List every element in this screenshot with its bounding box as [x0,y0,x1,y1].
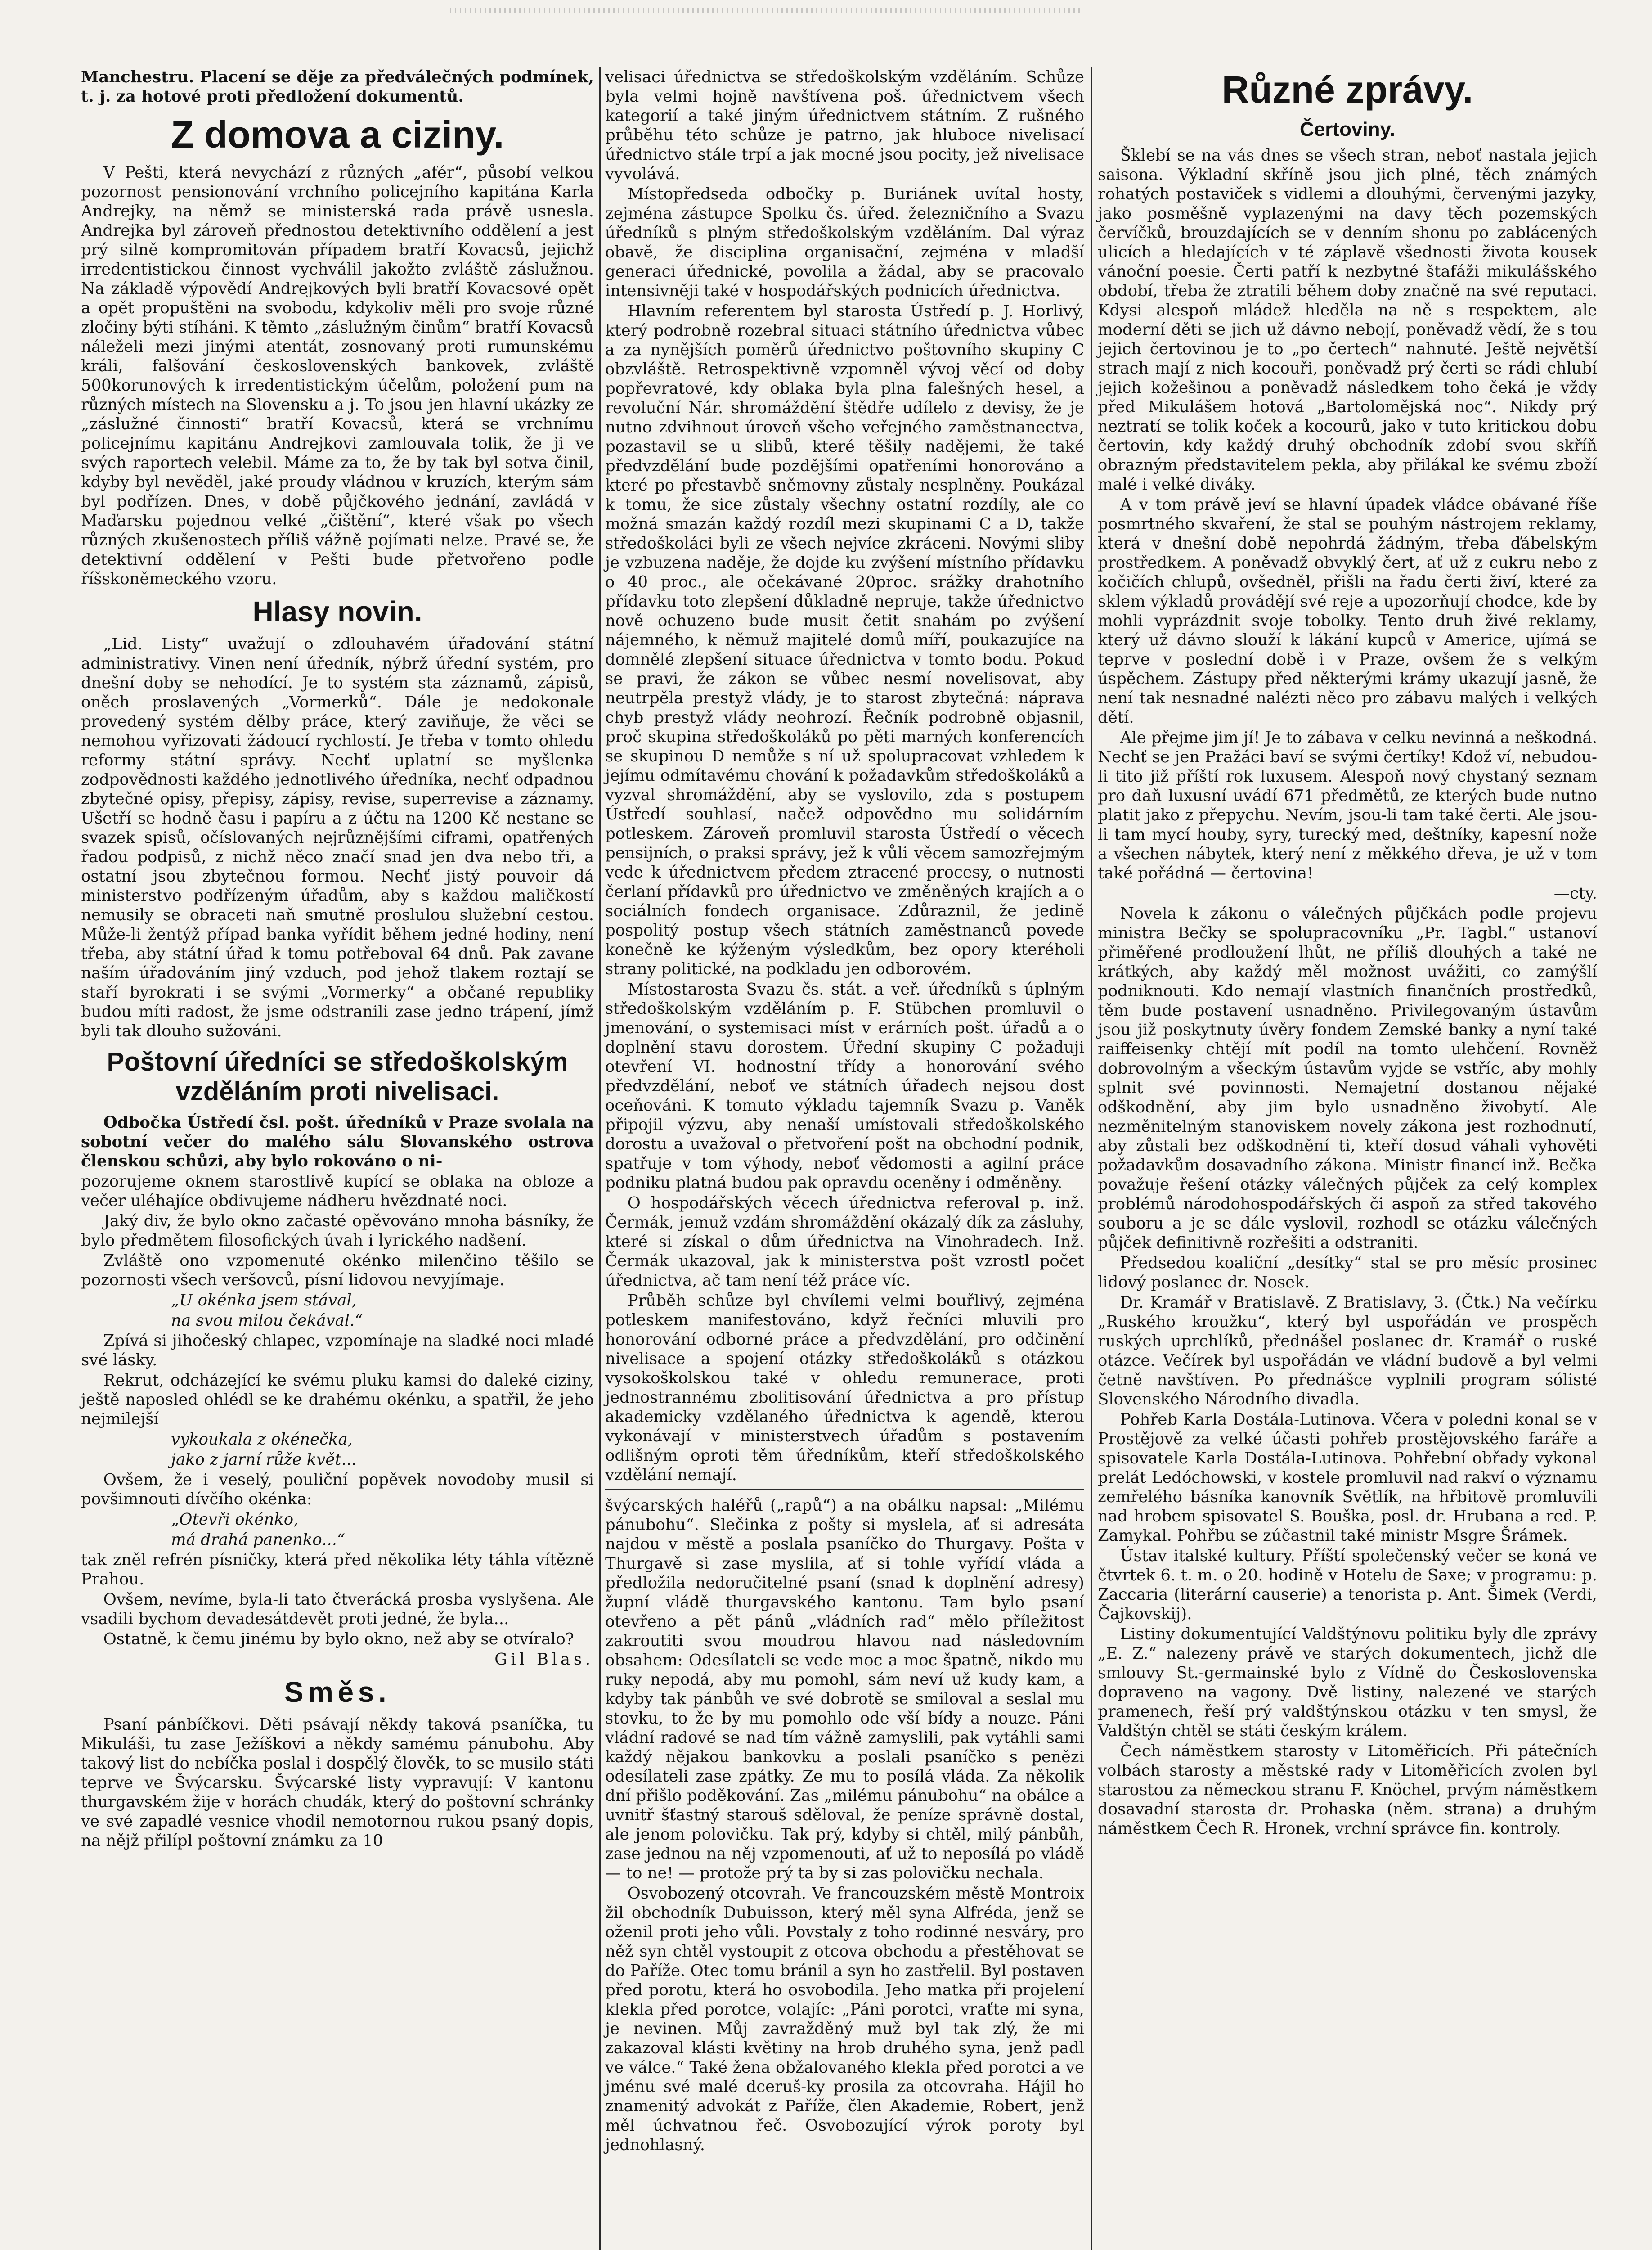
poem-line: má drahá panenko...“ [171,1530,346,1549]
feuilleton-paragraph-4: Zpívá si jihočeský chlapec, vzpomínaje na sladké noci mladé své lásky. [81,1332,594,1369]
article-otcovrah: Osvobozený otcovrah. Ve francouzském městě Montroix žil obchodník Dubuisson, který měl syna Alfréda, jenž se oženil proti jeho vůli. Povstaly z toho rodinné nesváry, pro něž syn chtěl vystoupit z otcova obchodu a přestěhovat se do Paříže. Otec tomu bránil a syn ho zastřelil. Byl postaven před porotu, která ho osvobodila. Jeho matka při projelení klekla před porotce, volajíc: „Páni porotci, vraťte mi syna, je nevinen. Můj zavražděný muž byl tak zlý, že mi zakazoval klásti květiny na hrob druhého syna, jenž padl ve válce.“ Také žena obžalovaného klekla před porotci a ve jménu své malé dceruš-ky prosila za otcovraha. Hájil ho znamenitý advokát z Paříže, člen Akademie, Robert, jenž měl úchvatnou řeč. Osvobozující výrok poroty byl jednohlasný. [605,1884,1084,2154]
feuilleton-paragraph-2: Jaký div, že bylo okno začasté opěvováno mnoha básníky, že bylo předmětem filosofických úvah i lyrického nadšení. [81,1212,594,1250]
article-heading-postovni: Poštovní úředníci se středoškolským vzděláním proti nivelisaci. [107,1047,568,1106]
article-heading-certoviny: Čertoviny. [1300,118,1395,140]
news-item-ustav: Ústav italské kultury. Příští společenský večer se koná ve čtvrtek 6. t. m. o 20. hodině v Hotelu de Saxe; v programu: p. Zaccaria (literární causerie) a tenorista p. Ant. Šimek (Verdi, Čajkovskij). [1098,1547,1597,1623]
article-postovni-lead: Odbočka Ústředí čsl. pošt. úředníků v Praze svolala na sobotní večer do malého sálu Slovanského ostrova členskou schůzi, aby bylo rokováno o ni- [81,1113,594,1170]
column-middle [605,68,1084,2156]
feuilleton-paragraph-1: pozorujeme oknem starostlivě kupící se oblaka na obloze a večer uléhajíce obdivujeme nádheru hvězdnaté noci. [81,1172,594,1210]
article-psani: Psaní pánbíčkovi. Děti psávají někdy taková psaníčka, tu Mikuláši, tu zase Ježíškovi a někdy samému pánubohu. Aby takový list do nebíčka poslal i dospělý člověk, to se musilo státi teprve ve Švýcarsku. Švýcarské listy vypravují: V kantonu thurgavském žije v horách chudák, který do poštovní schránky ve své zapadlé vesnice vhodil nemotornou rukou psaný dopis, na nějž přilípl poštovní známku za 10 [81,1715,594,1850]
news-item-novela: Novela k zákonu o válečných půjčkách podle projevu ministra Bečky se spolupracovníku „Pr. Tagbl.“ ustanoví přiměřené prodloužení lhůt, ne příliš dlouhých a také ne krátkých, aby každý měl možnost uvážiti, co zamýšlí podniknouti. Kdo nemají vlastních finančních prostředků, těm bude postavení usnadněno. Privilegovaným ústavům jsou již poskytnuty úvěry fondem Zemské banky a nyní také raiffeisenky chtějí mít podíl na tomto ulehčení. Rovněž dobrovolným a všeckým ústavům vyjde se vstříc, aby mohly splnit své povinnosti. Nemajetní dostanou nějaké odškodnění, aby jim bylo usnadněno živobytí. Ale nezměnitelným stanoviskem novely zákona jest rozhodnutí, aby zůstali bez odškodnění ti, kteří dosud váhali vyhověti požadavkům dosavadního zákona. Ministr financí inž. Bečka považuje řešení otázky válečných půjček za celý komplex problémů národohospodářských či aspoň za střed takového souboru a je se dále vyslovil, rozhodl se otázku válečných půjček definitivně rozřešiti a odstraniti. [1098,904,1597,1252]
poem-line: na svou milou čekával.“ [171,1311,363,1330]
article-certoviny-3: Ale přejme jim jí! Je to zábava v celku nevinná a neškodná. Nechť se jen Pražáci baví se svými čertíky! Kdož ví, nebudou-li tito již příští rok luxusem. Alespoň nový chystaný seznam pro daň luxusní uvádí 671 předmětů, ze kterých bude nutno platit jako z přepychu. Nevím, jsou-li tam také čerti. Ale jsou-li tam mycí houby, syry, turecký med, deštníky, kapesní nože a všechen nábytek, který není z měkkého dřeva, je už v tom také pořádná — čertovina! [1098,729,1597,882]
article-divider [605,1489,1084,1490]
print-artifact-top [450,8,1080,13]
article-certoviny-2: A v tom právě jeví se hlavní úpadek vládce obávané říše posmrtného skvaření, že stal se pouhým nástrojem reklamy, která v dnešní době nepohrdá žádným, třeba ďábelským prostředkem. A poněvadž obvyklý čert, ať už z cukru nebo z kočičích chlupů, ovšedněl, přišli na řadu čerti živí, které za sklem výkladů provádějí své reje a upozorňují chodce, kde by mohli vyprázdnit svoje tobolky. Tento druh živé reklamy, který už dávno slouží k lákání kupců v Americe, ujímá se teprve v poslední době i v Praze, ovšem že s velkým úspěchem. Zástupy před některými krámy ukazují jasně, že není tak nesnadné nalézti něco pro zábavu malých i velkých dětí. [1098,495,1597,727]
feuilleton-paragraph-7: tak zněl refrén písničky, která před několika léty táhla vítězně Prahou. [81,1551,594,1588]
article-postovni-6: Průběh schůze byl chvílemi velmi bouřlivý, zejména potleskem manifestováno, když řečníci mluvili pro honorování odborné práce a předvzdělání, pro odčinění nivelisace a spojení otázky středoškoláků s otázkou vysokoškolskou také v ohledu remunerace, proti jednostrannému zbolitisování úřednictva a pro přístup akademicky vzdělaného úřednictva k agendě, kterou vykonávají v ministerstvech úřadům s postavením odlišným oproti těm úředníkům, kteří středoškolského vzdělání nemají. [605,1292,1084,1484]
article-hlasy: „Lid. Listy“ uvažují o zdlouhavém úřadování státní administrativy. Vinen není úředník, nýbrž úřední systém, pro dnešní doby se nehodící. Je to systém sta záznamů, zápisů, oněch proslavených „Vormerků“. Dále je nedokonale provedený systém dělby práce, který zaviňuje, že věci se nemohou vyřizovati žádoucí rychlostí. Je třeba v tomto ohledu reformy státní správy. Nechť uplatní se myšlenka zodpovědnosti každého jednotlivého úředníka, nechť odpadnou zbytečné opisy, přepisy, zápisy, revise, superrevise a záznamy. Ušetří se hodně času i papíru a z účtu na 1200 Kč nestane se svazek spisů, očíslovaných nejrůznějšími ciframi, opatřených řadou podpisů, z nichž něco značí snad jen dva nebo tři, a ostatní jsou zbytečnou formou. Nechť jistý pouvoir dá ministerstvo podřízeným úřadům, aby s každou maličkostí nemusily se obraceti naň smutně proslulou služební cestou. Může-li žentýž případ banka vyřídit během jedné hodiny, není třeba, aby státní úřad k tomu potřeboval 64 dnů. Pak zavane naším úřadováním jiný vzduch, pod jehož tlakem roztají se staří byrokrati i se svými „Vormerky“ a občané republiky budou míti radost, že jsme odstranili zase jedno trápení, jímž byli tak dlouho sužováni. [81,635,594,1040]
poem-line: jako z jarní růže květ... [171,1450,357,1469]
article-postovni-4: Místostarosta Svazu čs. stát. a veř. úředníků s úplným středoškolským vzděláním p. F. Stübchen promluvil o jmenování, o systemisaci míst v erárních pošt. úřadů a o doplnění stavu dorostem. Úřední skupiny C požaduji otevření VI. hodnostní třídy a honorování svého předvzdělání, neboť ve státních úřadech nejsou dost oceňováni. K tomuto výkladu tajemník Svazu p. Vaněk připojil výzvu, aby nenaší umístovali středoškolského dorostu a uvažoval o přetvoření pošt na obchodní podnik, spatřuje v tom výhody, neboť vědomosti a agilní práce podniku platná budou pak opravdu oceněny i odměněny. [605,980,1084,1192]
section-heading-domova: Z domova a ciziny. [171,113,504,156]
section-heading-hlasy: Hlasy novin. [252,595,422,628]
section-heading-smes: Směs. [284,1676,391,1708]
news-item-litomerice: Čech náměstkem starosty v Litoměřicích. Při pátečních volbách starosty a městské rady v Litoměřicích zvolen byl starostou za německou stranu F. Knöchel, prvým náměstkem dosavadní starosta dr. Prohaska (něm. strana) a druhým náměstkem Čech R. Hronek, vrchní správce fin. kontroly. [1098,1742,1597,1838]
column-left [81,68,594,1851]
feuilleton-paragraph-3: Zvláště ono vzpomenuté okénko milenčino těšilo se pozornosti všech veršovců, písní lidovou nevyjímaje. [81,1251,594,1289]
article-psani-continued: švýcarských haléřů („rapů“) a na obálku napsal: „Milému pánubohu“. Slečinka z pošty si myslela, ať si adresáta najdou v městě a poslala psaníčko do Thurgavy. Pošta v Thurgavě si zase myslila, ať si tohle vyřídí vláda a předložila nedoručitelné psaní (snad k doplnění adresy) župní vládě thurgavského kantonu. Tam bylo psaní otevřeno a pět pánů „vládních rad“ mělo příležitost zakroutiti svou moudrou hlavou nad následovním obsahem: Odesílateli se vede moc a moc špatně, nikdo mu ruky nepodá, aby mu pomohl, sám neví už kudy kam, a kdyby tak pánbůh ve své dobrotě se smiloval a seslal mu stovku, to že by mu pomohlo ode vší bídy a nouze. Páni vládní radové se nad tím vážně zamyslili, pak vytáhli sami každý nějakou bankovku a poslali psaníčko s penězi odesílateli zase zpátky. Ze mu to posílá vláda. Za několik dní přišlo poděkování. Zas „milému pánubohu“ na obálce a uvnitř šťastný starouš sděloval, že peníze správně dostal, ale jenom polovičku. Tak prý, kdyby si chtěl, milý pánbůh, zase jednou na něj vzpomenouti, ať už to neposílá po vládě — to ne! — protože prý ta by si zas polovičku nechala. [605,1496,1084,1882]
section-heading-ruzne: Různé zprávy. [1221,68,1473,111]
author-signature: —cty. [1553,884,1597,903]
news-item-pohreb: Pohřeb Karla Dostála-Lutinova. Včera v poledni konal se v Prostějově za velké účasti pohřeb prostějovského faráře a spisovatele Karla Dostála-Lutinova. Pohřební obřady vykonal prelát Ledóchowski, v kostele promluvil nad rakví o významu zemřelého básníka kanovník Světlík, na hřbitově promluvili nad hrobem spisovatel S. Bouška, posl. dr. Hrubana a red. P. Zamykal. Pohřbu se zúčastnil také ministr Msgre Šrámek. [1098,1410,1597,1545]
article-pest: V Pešti, která nevychází z různých „afér“, působí velkou pozornost pensionování vrchního policejního kapitána Karla Andrejky, na němž se ministerská rada právě usnesla. Andrejka byl zároveň přednostou detektivního oddělení a jest prý silně kompromitován případem bratří Kovacsů, jejichž irredentistickou činnost vychválil jakožto zvláště záslužnou. Na základě výpovědí Andrejkových byli bratří Kovacsové opět a opět propuštěni na svobodu, kdykoliv měli pro svoje různé zločiny býti stíháni. K těmto „záslužným činům“ bratří Kovacsů náleželi mezi jinými atentát, zosnovaný proti rumunskému králi, falšování československých bankovek, zvláště 500korunových k irredentistickým účelům, položení pum na různých místech na Slovensku a j. To jsou jen hlavní ukázky ze „záslužné činnosti“ bratří Kovacsů, která se vrchnímu policejnímu kapitánu Andrejkovi zamlouvala tolik, že ji ve svých raportech velebil. Máme za to, že by tak byl sotva činil, kdyby byl nevěděl, jaké proudy vládnou v kruzích, kterým sám byl podřízen. Dnes, v době půjčkového jednání, zavládá v Maďarsku pojednou velké „čištění“, které však po všech různých zkušenostech příliš vážně pojímati nelze. Pravé se, že detektivní oddělení v Pešti bude přetvořeno podle říšskoněmeckého vzoru. [81,163,594,588]
article-postovni-3: Hlavním referentem byl starosta Ústředí p. J. Horlivý, který podrobně rozebral situaci státního úřednictva vůbec a za nynějších poměrů úřednictvo poštovního skupiny C obzvláště. Retrospektivně vzpomněl vývoj věcí od doby popřevratové, kdy oblaka byla plna falešných hesel, a revoluční Nár. shromáždění štědře udílelo z devisy, že je nutno zdvihnout úroveň všeho veřejného zaměstnanectva, pozastavil se u slibů, které těšily nadějemi, že také předvzdělání bude pozdějšími opatřeními honorováno a které po přestavbě sněmovny zůstaly nesplněny. Poukázal k tomu, že sice zůstaly všechny ostatní rozdíly, ale co možná smazán každý rozdíl mezi skupinami C a D, takže středoškoláci byli ze všech nejvíce zkráceni. Novými sliby je vzbuzena naděje, že dojde ku zvýšení místního přídavku o 40 proc., ale očekávané 20proc. srážky drahotního přídavku toto zlepšení důkladně nepruje, takže úřednictvo nově ochuzeno bude musit četit snahám po zvýšení nájemného, k němuž majitelé domů míří, poukazujíce na domnělé zlepšení situace úřednictva v tomto bodu. Pokud se pravi, že zákon se vůbec nesmí novelisovat, aby neutrpěla prestyž vlády, je to starost zbytečná: náprava chyb prestyž vlády neohrozí. Řečník podrobně objasnil, proč skupina středoškoláků po pěti marných konferencích se skupinou D nemůže s ní už spolupracovat vzhledem k jejímu odmítavému chování k požadavkům středoškoláků a vyzval shromáždění, aby se vyslovilo, zda s postupem Ústředí souhlasí, načež odpovědno mu solidárním potleskem. Zároveň promluvil starosta Ústředí o věcech pensijních, o praksi správy, jež k vůli věcem samozřejmým vede k úřednictvem předem ztracené procesy, o nutnosti čerlaní přídavků pro úřednictvo ve změněných krajích a o sociálních fondech organisace. Zdůraznil, že jedině pospolitý postup všech státních zaměstnanců povede konečně ke kýženým výsledkům, bez opory kteréholi strany politické, na podkladu jen odborovém. [605,302,1084,978]
feuilleton-paragraph-9: Ostatně, k čemu jinému by bylo okno, než aby se otvíralo? [103,1630,574,1648]
feuilleton-paragraph-6: Ovšem, že i veselý, pouliční popěvek novodoby musil si povšimnouti dívčího okénka: [81,1471,594,1508]
poem-line: „Otevři okénko, [171,1510,299,1529]
article-certoviny-1: Šklebí se na vás dnes se všech stran, neboť nastala jejich saisona. Výkladní skříně jsou jich plné, těch známých rohatých postaviček s vidlemi a dlouhými, červenými jazyky, jako posměšně vyplazenými na davy těch pozemských červíčků, brouzdajících se v denním shonu po zablácených ulicích a hledajících v té záplavě všednosti života kousek vánoční poesie. Čerti patří k nezbytné štafáži mikulášského období, třeba že ztratili během doby značně na své reputaci. Kdysi alespoň mládež hleděla na ně s respektem, ale moderní děti se jich už dávno nebojí, poněvadž vědí, že s tou jejich čertovinou je to „po čertech“ nahnuté. Ještě největší strach mají z nich kocouři, poněvadž prý čerti se rádi chlubí jejich kožešinou a poněvadž následkem toho čeká je vždy před Mikulášem hotová „Bartolomějská noc“. Nikdy prý neztratí se tolik koček a kocourů, jako v tuto kritickou dobu čertovin, kdy každý druhý obchodník zdobí svou skříň obrazným představitelem pekla, aby přilákal ke svému zboží malé i velké diváky. [1098,146,1597,494]
article-postovni-1: velisaci úřednictva se středoškolským vzděláním. Schůze byla velmi hojně navštívena poš. úřednictvem všech kategorií a také jiným úřednictvem státním. Z rušného průběhu této schůze je patrno, jak hluboce nivelisací úřednictvo stále trpí a jak mocné jsou pocity, jež nivelisace vyvolává. [605,68,1084,183]
poem-line: „U okénka jsem stával, [171,1291,357,1310]
author-signature: Gil Blas. [494,1650,594,1669]
column-divider [1091,68,1092,2250]
feuilleton-paragraph-8: Ovšem, nevíme, byla-li tato čtverácká prosba vyslyšena. Ale vsadili bychom devadesátdevět proti jedné, že byla... [81,1590,594,1628]
poem-line: vykoukala z okénečka, [171,1430,353,1449]
column-right [1098,68,1597,1839]
news-item-kramar: Dr. Kramář v Bratislavě. Z Bratislavy, 3. (Čtk.) Na večírku „Ruského kroužku“, který byl uspořádán ve prospěch ruských uprchlíků, přednášel poslanec dr. Kramář o ruské otázce. Večírek byl uspořádán ve vládní budově a byl velmi četně navštíven. Po přednášce vyplnili program sólisté Slovenského Národního divadla. [1098,1293,1597,1408]
intro-paragraph: Manchestru. Placení se děje za předválečných podmínek, t. j. za hotové proti předložení dokumentů. [81,68,594,106]
article-postovni-5: O hospodářských věcech úřednictva referoval p. inž. Čermák, jemuž vzdám shromáždění okázalý dík za zásluhy, které si získal o dům úřednictva na Vinohradech. Inž. Čermák ukazoval, jak k ministerstva pošt vzrostl počet úřednictva, ač tam není též práce víc. [605,1194,1084,1290]
news-item-listiny: Listiny dokumentující Valdštýnovu politiku byly dle zprávy „E. Z.“ nalezeny právě ve starých dokumentech, jichž dle smlouvy St.-germainské bylo z Vídně do Československa dopraveno na vagony. Dvě listiny, nalezené ve starých pramenech, řeší prý valdštýnskou otázku v ten smysl, že Valdštýn chtěl se státi českým králem. [1098,1625,1597,1740]
article-postovni-2: Místopředseda odbočky p. Buriánek uvítal hosty, zejména zástupce Spolku čs. úřed. železničního a Svazu úředníků s plným středoškolským vzděláním. Dal výraz obavě, že disciplina organisační, zejména v mladší generaci úřednické, povolila a žádal, aby se pracovalo intensivněji také v hospodářských podnicích úřednictva. [605,185,1084,300]
column-divider [599,68,601,2250]
news-item-desitky: Předsedou koaliční „desítky“ stal se pro měsíc prosinec lidový poslanec dr. Nosek. [1098,1254,1597,1292]
feuilleton-paragraph-5: Rekrut, odcházející ke svému pluku kamsi do daleké ciziny, ještě naposled ohlédl se ke drahému okénku, a spatřil, že jeho nejmilejší [81,1371,594,1428]
